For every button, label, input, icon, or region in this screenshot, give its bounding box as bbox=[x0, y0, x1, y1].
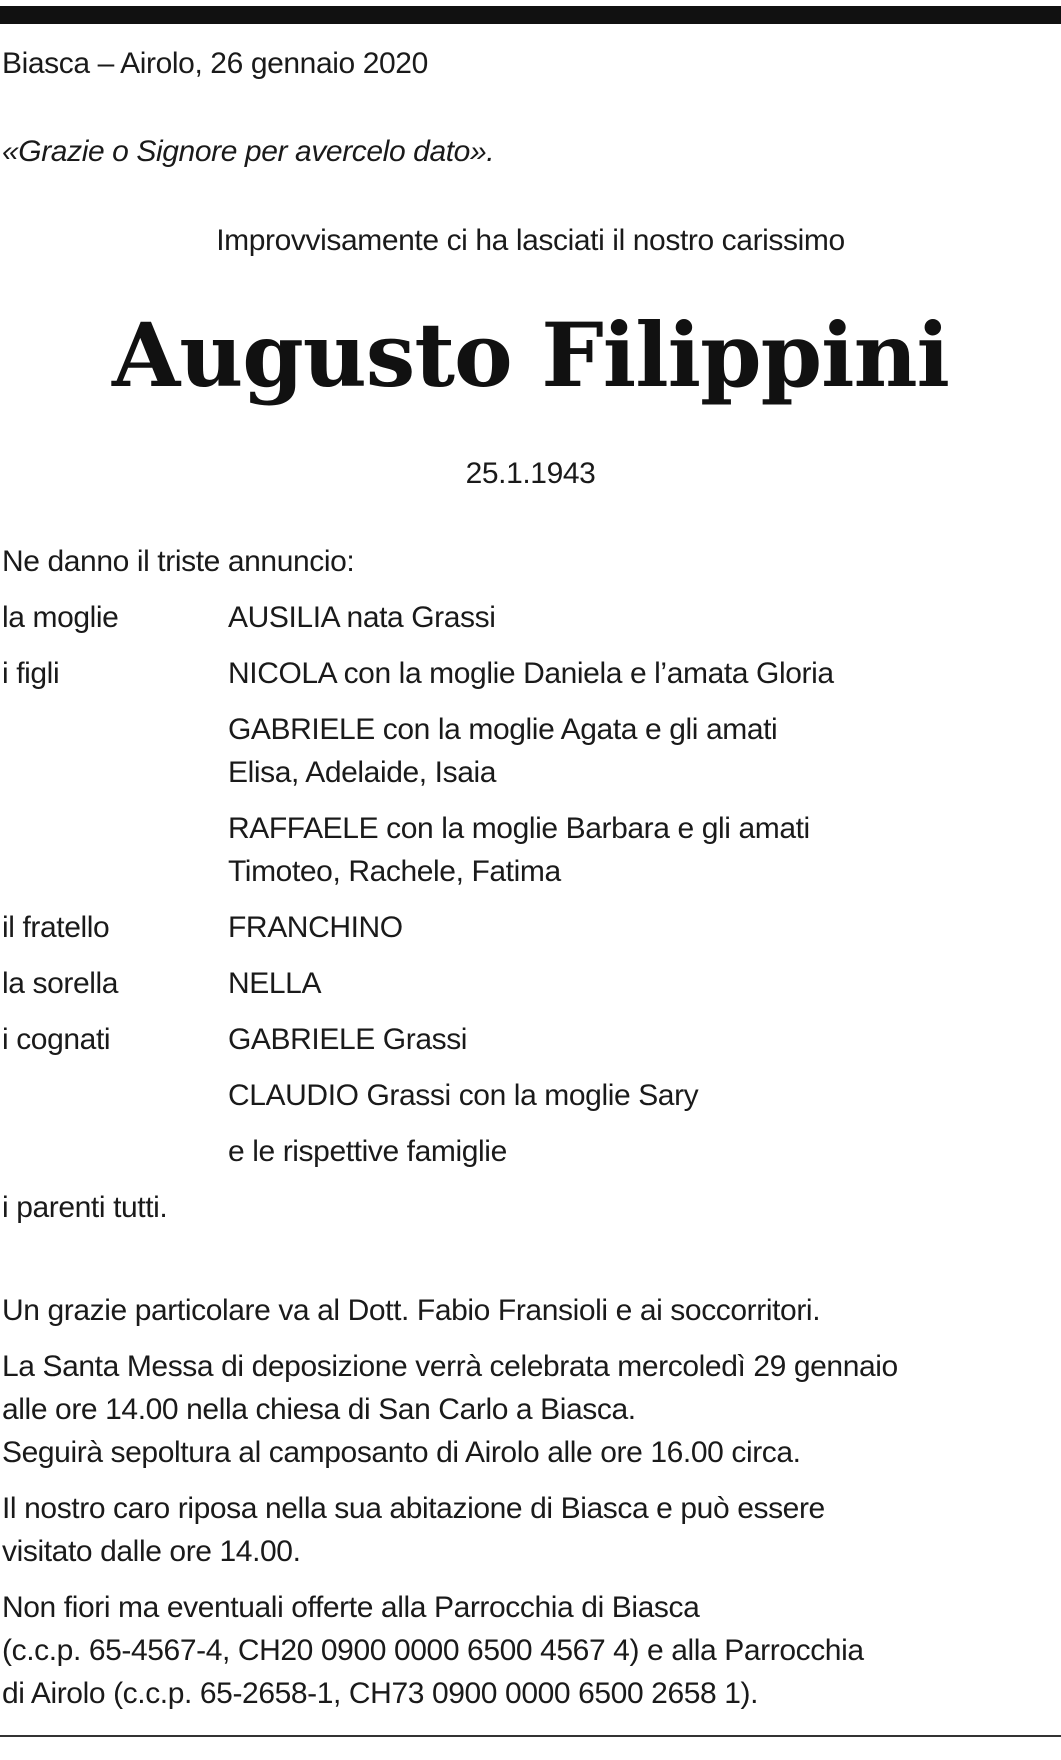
relative-names: NICOLA con la moglie Daniela e l’amata Gloria bbox=[228, 657, 834, 690]
paragraph-line: (c.c.p. 65-4567-4, CH20 0900 0000 6500 4567 4) e alla Parrocchia bbox=[2, 1634, 864, 1667]
paragraph-line: Non fiori ma eventuali offerte alla Parrocchia di Biasca bbox=[2, 1591, 700, 1624]
relative-names: Timoteo, Rachele, Fatima bbox=[228, 855, 561, 888]
top-rule bbox=[0, 6, 1061, 24]
relative-names: FRANCHINO bbox=[228, 911, 403, 944]
paragraph-line: Seguirà sepoltura al camposanto di Airolo alle ore 16.00 circa. bbox=[2, 1436, 801, 1469]
motto: «Grazie o Signore per avercelo dato». bbox=[2, 135, 495, 168]
relative-names: CLAUDIO Grassi con la moglie Sary bbox=[228, 1079, 699, 1112]
closing-line: i parenti tutti. bbox=[2, 1191, 168, 1224]
relative-names: RAFFAELE con la moglie Barbara e gli amati bbox=[228, 812, 810, 845]
relative-names: GABRIELE con la moglie Agata e gli amati bbox=[228, 713, 778, 746]
relation-label: i cognati bbox=[2, 1023, 111, 1056]
paragraph-line: La Santa Messa di deposizione verrà celebrata mercoledì 29 gennaio bbox=[2, 1350, 898, 1383]
relative-names: NELLA bbox=[228, 967, 322, 1000]
relative-names: e le rispettive famiglie bbox=[228, 1135, 507, 1168]
relation-label: i figli bbox=[2, 657, 60, 690]
paragraph-line: visitato dalle ore 14.00. bbox=[2, 1535, 301, 1568]
announcement-heading: Ne danno il triste annuncio: bbox=[2, 545, 355, 578]
paragraph-line: alle ore 14.00 nella chiesa di San Carlo a Biasca. bbox=[2, 1393, 636, 1426]
paragraph-line: Il nostro caro riposa nella sua abitazione di Biasca e può essere bbox=[2, 1492, 825, 1525]
place-date: Biasca – Airolo, 26 gennaio 2020 bbox=[2, 47, 428, 80]
paragraph-line: Un grazie particolare va al Dott. Fabio Fransioli e ai soccorritori. bbox=[2, 1294, 821, 1327]
relative-names: GABRIELE Grassi bbox=[228, 1023, 468, 1056]
relation-label: il fratello bbox=[2, 911, 110, 944]
birth-date: 25.1.1943 bbox=[465, 457, 596, 490]
relation-label: la sorella bbox=[2, 967, 119, 1000]
relative-names: AUSILIA nata Grassi bbox=[228, 601, 496, 634]
intro-line: Improvvisamente ci ha lasciati il nostro carissimo bbox=[216, 224, 845, 257]
relative-names: Elisa, Adelaide, Isaia bbox=[228, 756, 497, 789]
relation-label: la moglie bbox=[2, 601, 119, 634]
deceased-name: Augusto Filippini bbox=[112, 303, 949, 407]
paragraph-line: di Airolo (c.c.p. 65-2658-1, CH73 0900 0000 6500 2658 1). bbox=[2, 1677, 759, 1710]
bottom-rule bbox=[0, 1735, 1061, 1737]
